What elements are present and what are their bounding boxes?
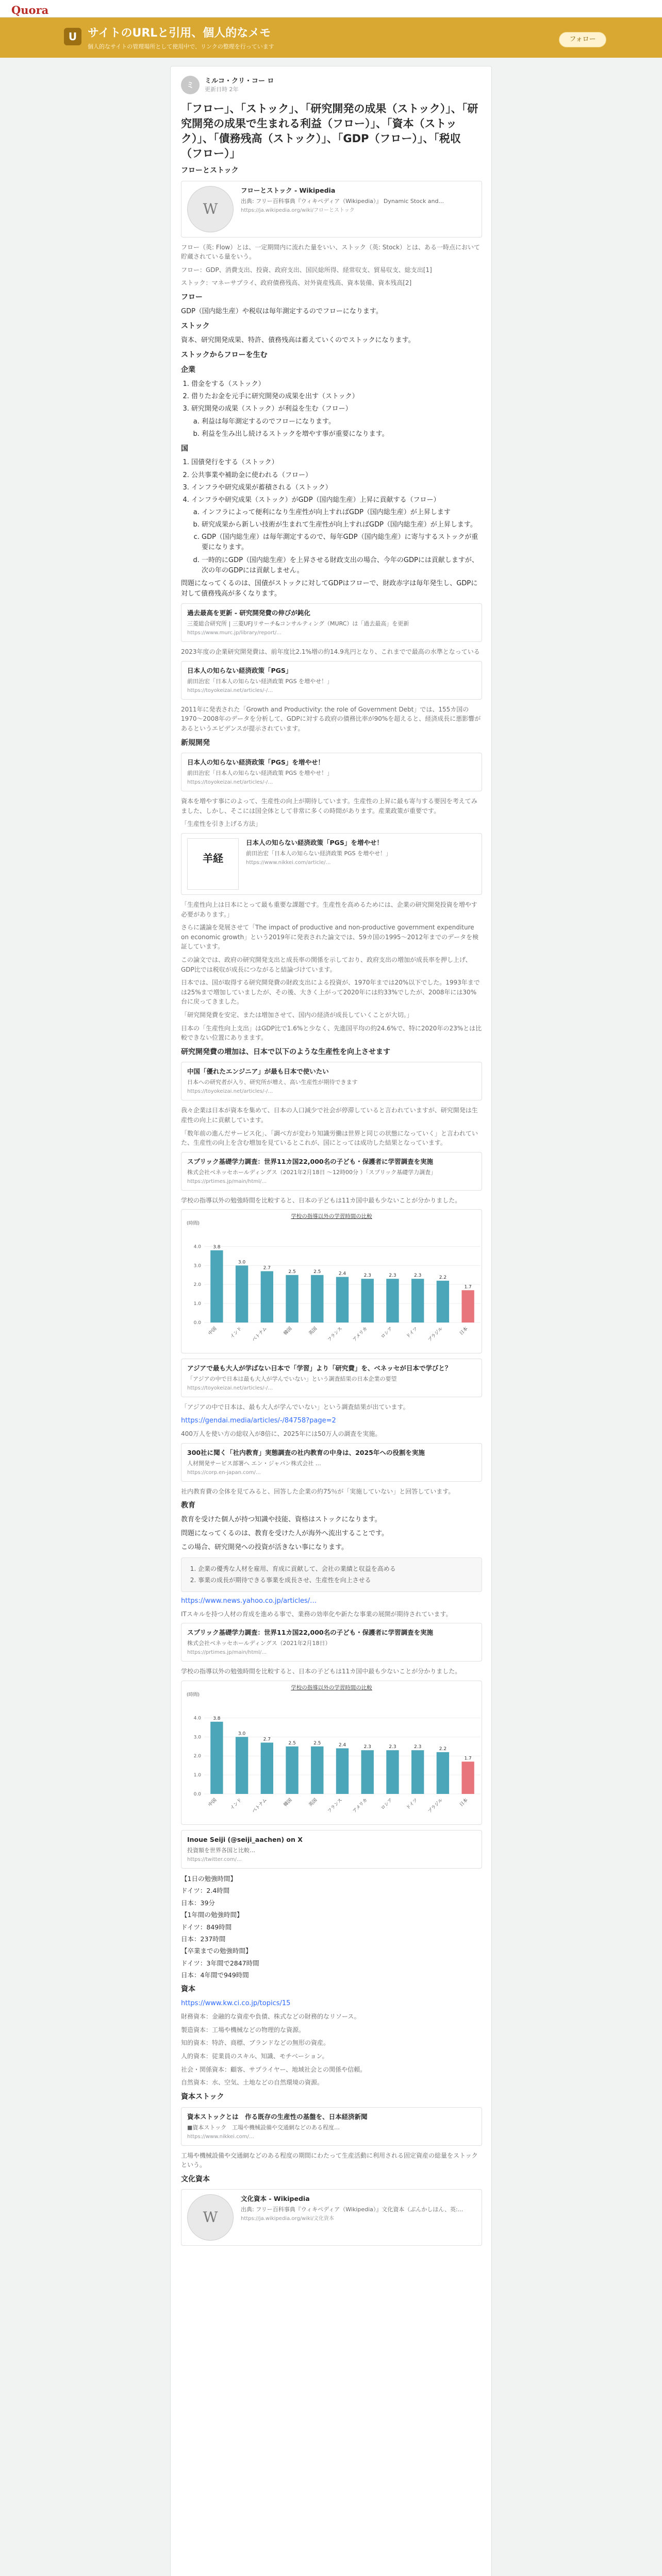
stat-line: 日本：237時間 <box>181 1935 226 1943</box>
data-label: 3.8 <box>213 1245 221 1250</box>
quote-benesse[interactable] <box>181 1152 482 1191</box>
bar <box>461 1291 474 1323</box>
x-tick-label: ドイツ <box>405 1798 419 1811</box>
chart-svg <box>187 1228 486 1346</box>
heading-stock: ストック <box>181 321 210 330</box>
quote-title: Inoue Seiji (@seiji_aachen) on X <box>187 1836 303 1844</box>
country-sublist <box>191 507 482 576</box>
avatar[interactable]: ミ <box>181 76 200 94</box>
bar <box>261 1272 273 1323</box>
chart-unit: (時間) <box>187 1221 200 1227</box>
paragraph: 日本の「生産性向上支出」はGDP比で1.6%と少なく、先進国平均の約24.6%で、特に2020年の23%とは比較できない位置にありまます。 <box>181 1024 482 1042</box>
paragraph: 我々企業は日本が資本を集めて、日本の人口減少で社会が停滞していると言われていますが、研究開発は生産性の向上に貢献しています。 <box>181 1107 478 1124</box>
data-label: 2.7 <box>263 1265 271 1271</box>
quote-nikkei[interactable] <box>181 833 482 895</box>
quote-en-japan[interactable] <box>181 1443 482 1482</box>
list-item: 3. インフラや研究成果が蓄積される（ストック） <box>191 483 482 493</box>
bar <box>236 1737 248 1794</box>
quote-source: 投資額を世界各国と比較… <box>187 1847 255 1854</box>
quote-adult-learning[interactable] <box>181 1359 482 1397</box>
x-tick-label: ベトナム <box>251 1326 268 1343</box>
heading-education: 教育 <box>181 1501 195 1510</box>
paragraph: 学校の指導以外の勉強時間を比較すると、日本の子どもは11カ国中最も少ないことが分かりました。 <box>181 1196 461 1204</box>
paragraph: ITスキルを持つ人材の育成を進める事で、業務の効率化や新たな事業の展開が期待されています。 <box>181 1610 452 1618</box>
list-item <box>191 404 482 439</box>
x-tick-label: フランス <box>326 1798 344 1815</box>
heading-stock-to-flow: ストックからフローを生む <box>181 350 268 359</box>
paragraph: 400万人を使い方の総収入が8倍に、2025年には50万人の調査を実施。 <box>181 1430 382 1438</box>
list-item: c. GDP（国内総生産）は毎年測定するので、毎年GDP（国内総生産）に寄与するストックが重要になります。 <box>202 532 482 553</box>
chart-svg <box>187 1699 486 1818</box>
list-item: d. 一時的にGDP（国内総生産）を上昇させる財政支出の場合、今年のGDPには貢献しますが、次の年のGDPには貢献しません。 <box>202 555 482 576</box>
heading-daily: 【1日の勉強時間】 <box>181 1875 237 1883</box>
space-title[interactable]: サイトのURLと引用、個人的なメモ <box>88 27 271 40</box>
heading-flowstock: フローとストック <box>181 166 239 175</box>
x-tick-label: 中国 <box>207 1798 218 1808</box>
quote-url[interactable]: https://www.nikkei.com/… <box>187 2133 254 2140</box>
notice-box <box>181 1557 482 1592</box>
quote-url[interactable]: https://www.nikkei.com/article/… <box>246 860 331 866</box>
quote-title: スプリック基礎学力調査：世界11カ国22,000名の子ども・保護者に学習調査を実施 <box>187 1629 434 1637</box>
y-tick-label: 3.0 <box>193 1263 201 1269</box>
quote-source: 前田治宏「日本人の知らない経済政策 PGS を増やせ！」 <box>187 770 333 777</box>
country-list <box>181 457 482 575</box>
stat-line: ドイツ：3年間で2847時間 <box>181 1959 259 1967</box>
quote-url[interactable]: https://toyokeizai.net/articles/-/… <box>187 1089 273 1095</box>
paragraph: 資本、研究開発成果、特許、債務残高は蓄えていくのでストックになります。 <box>181 336 415 344</box>
list-item: b. 利益を生み出し続けるストックを増やす事が重要になります。 <box>202 429 482 439</box>
bar <box>361 1279 374 1323</box>
bar <box>336 1277 349 1323</box>
paragraph: 2011年に発表された「Growth and Productivity: the role of Government Debt」では、155カ国の1970〜2008年のデータを分析して、GDPに対する政府の債務比率が90%を超えると、経済成長に悪影響があるというエビデンスが提示されています。 <box>181 705 481 732</box>
paragraph: 「研究開発費を安定、または増加させて、国内の経済が成長していくことが大切。」 <box>181 1011 413 1019</box>
link-capital[interactable]: https://www.kw.ci.co.jp/topics/15 <box>181 1999 291 2008</box>
list-item: 1. 国債発行をする（ストック） <box>191 457 482 468</box>
paragraph: 「生産性向上は日本にとって最も重要な課題です。生産性を高めるためには、企業の研究開発投資を増やす必要があります。」 <box>181 901 477 918</box>
y-tick-label: 4.0 <box>193 1716 201 1721</box>
y-tick-label: 4.0 <box>193 1244 201 1250</box>
company-sublist <box>191 417 482 439</box>
link-gendai[interactable]: https://gendai.media/articles/-/84758?page=2 <box>181 1417 336 1425</box>
paragraph: 問題になってくるのは、国債がストックに対してGDPはフローで、財政赤字は毎年発生し、GDPに対して債務残高が多くなります。 <box>181 579 478 598</box>
y-tick-label: 3.0 <box>193 1735 201 1740</box>
bar <box>210 1722 223 1794</box>
heading-yearly: 【1年間の勉強時間】 <box>181 1911 243 1919</box>
quote-title: 日本人の知らない経済政策「PGS」を増やせ！ <box>187 758 324 767</box>
quote-url[interactable]: https://prtimes.jp/main/html/… <box>187 1178 267 1184</box>
bar <box>411 1750 424 1794</box>
paragraph: 学校の指導以外の勉強時間を比較すると、日本の子どもは11カ国中最も少ないことが分かりました。 <box>181 1668 461 1675</box>
bar <box>461 1761 474 1794</box>
quote-url[interactable]: https://ja.wikipedia.org/wiki/文化資本 <box>241 2216 335 2222</box>
list-item: 2. 借りたお金を元手に研究開発の成果を出す（ストック） <box>191 392 482 402</box>
bar <box>311 1747 323 1794</box>
chart-title: 学校の指導以外の学習時間の比較 <box>291 1685 372 1691</box>
quote-source: 人材開発サービス部署へ エン・ジャパン株式会社 … <box>187 1460 321 1467</box>
x-tick-label: アメリカ <box>352 1326 369 1343</box>
paragraph: フロー（英: Flow）とは、一定期間内に流れた量をいい、ストック（英: Stock）とは、ある一時点において貯蔵されている量をいう。 <box>181 243 480 261</box>
paragraph: GDP（国内総生産）や税収は毎年測定するのでフローになります。 <box>181 307 383 315</box>
paragraph: 知的資本：特許、商標、ブランドなどの無形の資産。 <box>181 2039 330 2047</box>
paragraph: 「生産性を引き上げる方法」 <box>181 820 262 828</box>
quote-source: 前田治宏「日本人の知らない経済政策 PGS を増やせ！」 <box>246 850 392 857</box>
quote-url[interactable]: https://www.murc.jp/library/report/... <box>187 630 282 636</box>
wikipedia-globe-icon: W <box>187 186 234 232</box>
list-item: 2. 公共事業や補助金に使われる（フロー） <box>191 470 482 481</box>
quote-capital-stock[interactable] <box>181 2107 482 2146</box>
bar <box>286 1747 298 1794</box>
quote-url[interactable]: https://corp.en-japan.com/… <box>187 1469 261 1476</box>
paragraph: この場合、研究開発への投資が活きない事になります。 <box>181 1544 348 1552</box>
x-tick-label: 日本 <box>458 1326 469 1337</box>
space-icon[interactable]: U <box>64 28 81 45</box>
heading-capital-stock: 資本ストック <box>181 2092 224 2101</box>
list-item: b. 研究成果から新しい技術が生まれて生産性が向上すればGDP（国内総生産）が上昇します。 <box>202 520 482 530</box>
quote-benesse-2[interactable] <box>181 1623 482 1662</box>
x-tick-label: 韓国 <box>283 1326 293 1337</box>
bar <box>437 1752 449 1794</box>
x-tick-label: フランス <box>326 1326 344 1343</box>
y-tick-label: 2.0 <box>193 1282 201 1288</box>
data-label: 2.7 <box>263 1737 271 1742</box>
quote-source: 前田治宏「日本人の知らない経済政策 PGS を増やせ！」 <box>187 677 333 685</box>
data-label: 2.3 <box>414 1273 422 1279</box>
stat-line: 日本：4年間で949時間 <box>181 1971 249 1979</box>
data-label: 2.3 <box>389 1273 396 1279</box>
heading-state: 研究開発費の増加は、日本で以下のような生産性を向上させます <box>181 1047 390 1056</box>
x-tick-label: 英国 <box>308 1326 319 1337</box>
quote-title: スプリック基礎学力調査：世界11カ国22,000名の子ども・保護者に学習調査を実施 <box>187 1157 434 1165</box>
bar <box>437 1281 449 1323</box>
data-label: 2.3 <box>389 1744 396 1750</box>
x-tick-label: ドイツ <box>405 1326 419 1340</box>
data-label: 2.5 <box>313 1269 321 1275</box>
quote-wikipedia-culture[interactable] <box>181 2189 482 2246</box>
data-label: 2.2 <box>439 1746 447 1752</box>
quote-title: 過去最高を更新 - 研究開発費の伸びが鈍化 <box>187 609 310 617</box>
link-yahoo[interactable]: https://www.news.yahoo.co.jp/articles/… <box>181 1597 317 1605</box>
quote-source: 「アジアの中で日本は最も大人が学んでいない」という調査結果の日本企業の要望 <box>187 1376 397 1383</box>
x-tick-label: 韓国 <box>283 1798 293 1808</box>
x-tick-label: 英国 <box>308 1798 319 1808</box>
quote-title: 300社に聞く「社内教育」実態調査の社内教育の中身は、2025年への役割を実施 <box>187 1448 425 1456</box>
wikipedia-globe-icon: W <box>187 2194 234 2241</box>
paragraph: ストック：マネーサプライ、政府債務残高、対外資産残高、資本装備、資本残高[2] <box>181 279 412 287</box>
post-title: 「フロー」、「ストック」、「研究開発の成果（ストック）」、「研究開発の成果で生まれる利益（フロー）」、「資本（ストック）」、「債務残高（ストック）」、「GDP（フロー）」、「税収（フロー）」 <box>181 103 478 160</box>
quote-title: フローとストック - Wikipedia <box>241 186 336 194</box>
paragraph: 社内教育費の全体を見てみると、回答した企業の約75％が「実施していない」と回答しています。 <box>181 1487 455 1495</box>
data-label: 2.5 <box>288 1269 296 1275</box>
y-tick-label: 0.0 <box>193 1791 201 1797</box>
quote-source: ■資本ストック 工場や機械設備や交通網などのある程度… <box>187 2124 340 2131</box>
quote-murc[interactable] <box>181 603 482 642</box>
heading-company: 企業 <box>181 366 195 375</box>
data-label: 3.8 <box>213 1716 221 1721</box>
bar <box>236 1266 248 1323</box>
stat-line: ドイツ：849時間 <box>181 1923 232 1931</box>
heading-graduation: 【卒業までの勉強時間】 <box>181 1947 252 1955</box>
quote-url[interactable]: https://prtimes.jp/main/html/… <box>187 1650 267 1656</box>
paragraph: さらに議論を発展させて「The impact of productive and non-productive government expenditure on economic growth」という2019年に発表された論文では、59カ国の1995〜2012年までのデータを検証しています。 <box>181 924 479 951</box>
list-item: 2. 事業の成長が期待できる事業を成長させ、生産性を向上させる <box>198 1575 475 1585</box>
x-tick-label: ブラジル <box>427 1798 444 1815</box>
study-time-chart-2 <box>181 1681 482 1825</box>
quote-url[interactable]: https://toyokeizai.net/articles/-/… <box>187 779 273 786</box>
chart-title: 学校の指導以外の学習時間の比較 <box>291 1213 372 1220</box>
quote-engineer[interactable] <box>181 1062 482 1100</box>
data-label: 2.4 <box>338 1271 346 1277</box>
bar <box>386 1750 399 1794</box>
bar <box>361 1750 374 1794</box>
quote-url[interactable]: https://ja.wikipedia.org/wiki/フローとストック <box>241 207 355 213</box>
data-label: 1.7 <box>464 1284 472 1290</box>
x-tick-label: ロシア <box>380 1326 394 1340</box>
quote-source: 三菱総合研究所 | 三菱UFJリサーチ&コンサルティング（MURC）は「過去最高」を更新 <box>187 620 409 628</box>
follow-button[interactable]: フォロー <box>559 32 606 47</box>
x-tick-label: アメリカ <box>352 1798 369 1815</box>
y-tick-label: 1.0 <box>193 1773 201 1778</box>
x-tick-label: インド <box>229 1326 243 1340</box>
quote-source: 出典: フリー百科事典『ウィキペディア（Wikipedia）』文化資本（ぶんかしほん、英:... <box>241 2206 464 2213</box>
bar <box>311 1275 323 1323</box>
data-label: 2.5 <box>313 1740 321 1746</box>
heading-cultural-capital: 文化資本 <box>181 2175 210 2183</box>
list-item: 1. 借金をする（ストック） <box>191 379 482 389</box>
quote-twitter[interactable] <box>181 1830 482 1869</box>
data-label: 2.3 <box>363 1273 371 1279</box>
author-name[interactable]: ミルコ・クリ・コー ロ <box>205 77 274 85</box>
data-label: 2.4 <box>338 1742 346 1748</box>
data-label: 2.5 <box>288 1740 296 1746</box>
x-tick-label: ベトナム <box>251 1798 268 1815</box>
author-row <box>181 74 482 96</box>
list-item <box>191 495 482 576</box>
paragraph: 人的資本：従業員のスキル、知識、モチベーション。 <box>181 2053 328 2060</box>
heading-country: 国 <box>181 444 188 453</box>
quote-title: 中国「優れたエンジニア」が最も日本で使いたい <box>187 1067 329 1076</box>
quote-title: アジアで最も大人が学ばない日本で「学習」より「研究費」を、ベネッセが日本で学びと？ <box>187 1364 452 1372</box>
study-time-chart <box>181 1209 482 1353</box>
paragraph: 工場や機械設備や交通網などのある程度の期間にわたって生産活動に利用される固定資産の総量をストックという。 <box>181 2151 478 2169</box>
space-subtitle: 個人的なサイトの管理場所として使用中で、リンクの整理を行っています <box>88 43 274 50</box>
heading-capital: 資本 <box>181 1985 195 1994</box>
y-tick-label: 0.0 <box>193 1320 201 1326</box>
quote-source: 株式会社ベネッセホールディングス（2021年2月18日 ～12時00分 ）「スプリック基礎学力調査」 <box>187 1168 437 1176</box>
heading-new-dev: 新規開発 <box>181 738 210 747</box>
company-list <box>181 379 482 439</box>
stat-line: 日本：39分 <box>181 1899 215 1907</box>
bar <box>210 1250 223 1323</box>
quora-logo[interactable]: Quora <box>11 4 49 16</box>
x-tick-label: インド <box>229 1798 243 1811</box>
y-tick-label: 2.0 <box>193 1754 201 1759</box>
quote-source: 日本への研究者が入り、研究所が増え、高い生産性が期待できます <box>187 1079 358 1086</box>
quote-title: 日本人の知らない経済政策「PGS」 <box>187 666 292 674</box>
list-item-text: 研究開発の成果（ストック）が利益を生む（フロー） <box>191 405 352 413</box>
data-label: 2.2 <box>439 1275 447 1281</box>
data-label: 1.7 <box>464 1756 472 1761</box>
list-item: 1. 企業の優秀な人材を雇用、育成に貢献して、会社の業績と収益を高める <box>198 1564 475 1574</box>
paragraph: 製造資本：工場や機械などの物理的な資源。 <box>181 2026 305 2033</box>
x-tick-label: ロシア <box>380 1798 394 1811</box>
quote-source: 出典: フリー百科事典『ウィキペディア（Wikipedia）』 Dynamic Stock and... <box>241 197 444 205</box>
quote-wikipedia-flowstock[interactable] <box>181 181 482 238</box>
nikkei-logo: 羊経 <box>187 838 239 890</box>
quote-url[interactable]: https://twitter.com/… <box>187 1857 242 1863</box>
data-label: 2.3 <box>363 1744 371 1750</box>
paragraph: 問題になってくるのは、教育を受けた人が海外へ流出することです。 <box>181 1530 388 1538</box>
quote-title: 日本人の知らない経済政策「PGS」を増やせ！ <box>246 839 383 847</box>
bar <box>386 1279 399 1323</box>
chart-unit: (時間) <box>187 1692 200 1698</box>
quote-title: 文化資本 - Wikipedia <box>241 2195 310 2203</box>
list-item-text: インフラや研究成果（ストック）がGDP（国内総生産）上昇に貢献する（フロー） <box>191 496 440 504</box>
quote-url[interactable]: https://toyokeizai.net/articles/-/… <box>187 1385 273 1392</box>
paragraph: 日本では、国が取得する研究開発費の財政支出による投資が、1970年までは20%以下でした。1993年までは25%まで増加していましたが、その後、大きく上がって2020年には約33%でしたが、2008年には30%台に戻ってきました。 <box>181 979 480 1006</box>
paragraph: フロー：GDP、消費支出、投資、政府支出、国民総所得、経常収支、貿易収支、総支出[1] <box>181 266 432 274</box>
y-tick-label: 1.0 <box>193 1301 201 1307</box>
list-item: a. インフラによって便利になり生産性が向上すればGDP（国内総生産）が上昇します <box>202 507 482 518</box>
bar <box>286 1275 298 1323</box>
x-tick-label: 中国 <box>207 1326 218 1337</box>
data-label: 3.0 <box>238 1260 246 1265</box>
quote-source: 株式会社ベネッセホールディングス（2021年2月18日） <box>187 1640 331 1647</box>
stat-line: ドイツ：2.4時間 <box>181 1887 230 1895</box>
paragraph: この論文では、政府の研究開発支出と成長率の関係を示しており、政府支出の増加が成長率を押し上げ、GDP比では税収が成長につながると結論づけています。 <box>181 956 472 973</box>
post-date: 更新日時 2年 <box>205 86 239 93</box>
bar <box>261 1742 273 1794</box>
paragraph: 資本を増やす事にのよって、生産性の向上が期待しています。生産性の上昇に最も寄与する要因を考えてみました、しかし、そこには国全体として非常に多くの時間があります。産業政策が重要です。 <box>181 798 477 815</box>
heading-flow: フロー <box>181 293 203 302</box>
bar <box>411 1279 424 1323</box>
x-tick-label: 日本 <box>458 1798 469 1808</box>
paragraph: 社会・関係資本：顧客、サプライヤー、地域社会との関係や信頼。 <box>181 2065 367 2073</box>
paragraph: 「数年前の進んだサービス化」、「調べ方が変わり知識労働は世界と同じの状態になっていく」と言われていた、生産性の向上を含む増加を見ているとこれが、国にとっては成功した結果となっています。 <box>181 1129 478 1147</box>
data-label: 3.0 <box>238 1731 246 1737</box>
x-tick-label: ブラジル <box>427 1326 444 1343</box>
quote-pgs-2[interactable] <box>181 753 482 791</box>
paragraph: 2023年度の企業研究開発費は、前年度比2.1%増の約14.9兆円となり、これまでで最高の水準となっている <box>181 648 480 656</box>
notice-list <box>188 1564 475 1585</box>
quote-title: 資本ストックとは 作る既存の生産性の基盤を、日本経済新聞 <box>187 2112 368 2121</box>
paragraph: 財務資本：金融的な資産や負債、株式などの財務的なリソース。 <box>181 2013 360 2021</box>
quote-url[interactable]: https://toyokeizai.net/articles/-/… <box>187 687 273 693</box>
paragraph: 自然資本：水、空気、土地などの自然環境の資源。 <box>181 2079 324 2087</box>
paragraph: 教育を受けた個人が持つ知識や技能、資格はストックになります。 <box>181 1516 382 1524</box>
space-banner <box>0 18 662 58</box>
list-item: a. 利益は毎年測定するのでフローになります。 <box>202 417 482 427</box>
bar <box>336 1748 349 1794</box>
paragraph: 「アジアの中で日本は、最も大人が学んでいない」という調査結果が出ています。 <box>181 1403 409 1411</box>
post-card <box>170 66 492 2576</box>
quote-pgs[interactable] <box>181 661 482 700</box>
top-bar <box>0 0 662 18</box>
data-label: 2.3 <box>414 1744 422 1750</box>
